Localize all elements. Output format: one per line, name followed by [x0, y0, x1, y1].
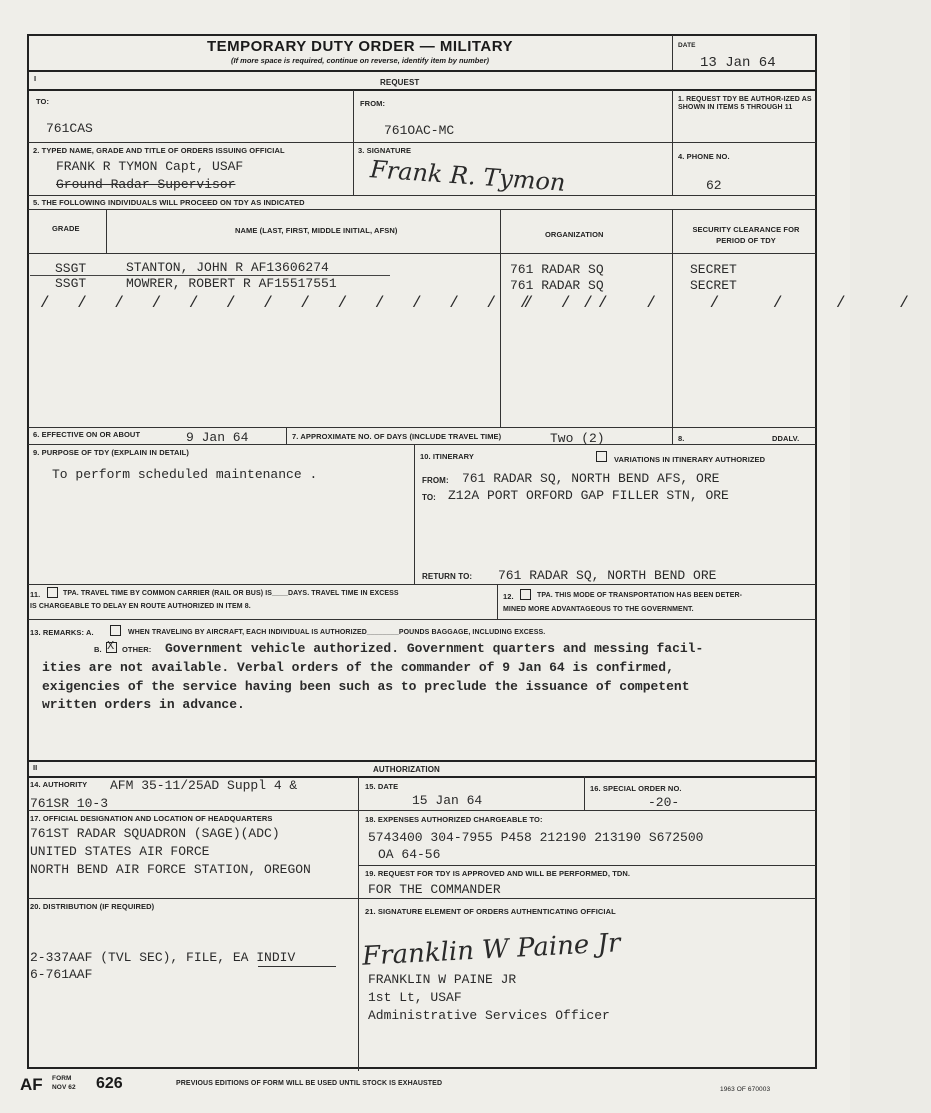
- item11-number: 11.: [30, 590, 41, 599]
- purpose-text: To perform scheduled maintenance .: [52, 467, 318, 482]
- organization-header: ORGANIZATION: [545, 230, 604, 239]
- person-organization: 761 RADAR SQ: [510, 278, 604, 293]
- section-number: II: [33, 763, 38, 772]
- item15-label: 15. DATE: [365, 782, 399, 791]
- item12-checkbox[interactable]: [520, 589, 531, 600]
- divider: [672, 209, 673, 427]
- authenticating-signature: Franklin W Paine Jr: [361, 928, 622, 972]
- divider: [28, 619, 816, 620]
- remarks-line: exigencies of the service having been such as to preclude the issuance of competent: [42, 679, 690, 694]
- special-order-no: -20-: [648, 795, 680, 810]
- footer-form-label: FORM: [52, 1075, 72, 1082]
- remarks-a-text: WHEN TRAVELING BY AIRCRAFT, EACH INDIVIDUAL IS AUTHORIZED________POUNDS BAGGAGE, INCLUDING EXCESS.: [128, 629, 546, 636]
- item3-label: 3. SIGNATURE: [358, 146, 412, 155]
- item12-text-cont: MINED MORE ADVANTAGEOUS TO THE GOVERNMENT.: [503, 606, 694, 613]
- date-divider: [672, 35, 673, 71]
- underline: [258, 966, 336, 967]
- return-to-label: RETURN TO:: [422, 572, 473, 581]
- effective-date: 9 Jan 64: [186, 430, 249, 445]
- official-line: FRANKLIN W PAINE JR: [368, 972, 517, 987]
- distribution-line: 6-761AAF: [30, 967, 93, 982]
- official-line: 1st Lt, USAF: [368, 990, 462, 1005]
- form-title: TEMPORARY DUTY ORDER — MILITARY: [206, 38, 514, 55]
- item6-label: 6. EFFECTIVE ON OR ABOUT: [33, 430, 141, 439]
- remarks-b-check: X: [107, 639, 115, 653]
- clearance-header: SECURITY CLEARANCE FOR PERIOD OF TDY: [692, 225, 800, 245]
- requester-signature: Frank R. Tymon: [369, 155, 567, 197]
- divider: [584, 776, 585, 810]
- item11-checkbox[interactable]: [47, 587, 58, 598]
- phone-number: 62: [706, 178, 722, 193]
- person-clearance: SECRET: [690, 278, 737, 293]
- item10-label: 10. ITINERARY: [420, 452, 474, 461]
- date-value: 13 Jan 64: [700, 55, 776, 71]
- expense-line: OA 64-56: [378, 847, 441, 862]
- distribution-line: 2-337AAF (TVL SEC), FILE, EA INDIV: [30, 950, 296, 965]
- from-label: FROM:: [360, 99, 386, 108]
- issuing-official-name: FRANK R TYMON Capt, USAF: [56, 159, 244, 174]
- item20-label: 20. DISTRIBUTION (IF REQUIRED): [30, 902, 155, 911]
- person-name: STANTON, JOHN R AF13606274: [126, 260, 329, 275]
- remarks-line: written orders in advance.: [42, 697, 245, 712]
- item7-label: 7. APPROXIMATE NO. OF DAYS (INCLUDE TRAVEL TIME): [292, 432, 502, 441]
- item19-label: 19. REQUEST FOR TDY IS APPROVED AND WILL BE PERFORMED, TDN.: [365, 869, 631, 878]
- from-value: 761OAC-MC: [384, 123, 455, 138]
- footer-form-number: 626: [96, 1075, 123, 1092]
- divider: [28, 810, 816, 811]
- item16-label: 16. SPECIAL ORDER NO.: [590, 784, 682, 793]
- remarks-b-label: B.: [94, 645, 102, 654]
- other-label: OTHER:: [122, 645, 152, 654]
- divider: [672, 427, 673, 444]
- divider: [28, 584, 816, 585]
- form-subtitle: (If more space is required, continue on reverse, identify item by number): [231, 56, 489, 65]
- footer-form-date: NOV 62: [52, 1084, 76, 1091]
- slash-fill: / / / / / / /: [520, 294, 931, 312]
- name-header: NAME (LAST, FIRST, MIDDLE INITIAL, AFSN): [235, 226, 398, 235]
- item4-label: 4. PHONE NO.: [678, 152, 730, 161]
- authorization-date: 15 Jan 64: [412, 793, 483, 808]
- remarks-a-checkbox[interactable]: [110, 625, 121, 636]
- divider: [414, 444, 415, 584]
- itinerary-from: 761 RADAR SQ, NORTH BEND AFS, ORE: [462, 471, 720, 486]
- section-number: I: [34, 74, 37, 83]
- divider: [353, 142, 816, 143]
- item12-text: TPA. THIS MODE OF TRANSPORTATION HAS BEEN DETER-: [537, 592, 743, 599]
- item2-label: 2. TYPED NAME, GRADE AND TITLE OF ORDERS ISSUING OFFICIAL: [33, 146, 285, 155]
- divider: [497, 584, 498, 619]
- item13-label: 13. REMARKS: A.: [30, 628, 94, 637]
- authority-line: 761SR 10-3: [30, 796, 109, 811]
- person-clearance: SECRET: [690, 262, 737, 277]
- days-value: Two (2): [550, 431, 605, 446]
- to-value: 761CAS: [46, 121, 93, 136]
- official-line: Administrative Services Officer: [368, 1008, 610, 1023]
- divider: [106, 209, 107, 253]
- divider: [28, 195, 816, 196]
- variations-checkbox[interactable]: [596, 451, 607, 462]
- footer-notice: PREVIOUS EDITIONS OF FORM WILL BE USED UNTIL STOCK IS EXHAUSTED: [176, 1080, 443, 1087]
- divider: [500, 209, 501, 427]
- footer-print-code: 1963 OF 670003: [720, 1086, 771, 1093]
- divider: [358, 865, 816, 866]
- divider: [28, 898, 816, 899]
- item8-label: 8.: [678, 434, 685, 443]
- itinerary-to-label: TO:: [422, 493, 436, 502]
- divider: [286, 427, 287, 444]
- hq-line: UNITED STATES AIR FORCE: [30, 844, 210, 859]
- person-name: MOWRER, ROBERT R AF15517551: [126, 276, 337, 291]
- person-grade: SSGT: [55, 261, 87, 276]
- issuing-official-title: Ground Radar Supervisor: [56, 177, 236, 192]
- divider: [28, 209, 816, 210]
- remarks-line: Government vehicle authorized. Government quarters and messing facil-: [165, 641, 704, 656]
- to-label: TO:: [36, 97, 50, 106]
- divider: [28, 89, 816, 91]
- item8-value: DDALV.: [772, 434, 800, 443]
- divider: [358, 776, 359, 1071]
- item12-number: 12.: [503, 592, 514, 601]
- divider: [28, 70, 816, 72]
- expense-line: 5743400 304-7955 P458 212190 213190 S672500: [368, 830, 704, 845]
- itinerary-from-label: FROM:: [422, 476, 449, 485]
- date-label: DATE: [678, 42, 696, 49]
- variations-label: VARIATIONS IN ITINERARY AUTHORIZED: [614, 455, 766, 464]
- person-organization: 761 RADAR SQ: [510, 262, 604, 277]
- item1-label: 1. REQUEST TDY BE AUTHOR-IZED AS SHOWN IN ITEMS 5 THROUGH 11: [678, 96, 812, 111]
- person-grade: SSGT: [55, 276, 87, 291]
- hq-line: 761ST RADAR SQUADRON (SAGE)(ADC): [30, 826, 280, 841]
- grade-header: GRADE: [52, 224, 80, 233]
- item11-text: TPA. TRAVEL TIME BY COMMON CARRIER (RAIL OR BUS) IS____DAYS. TRAVEL TIME IN EXCESS: [63, 590, 399, 597]
- footer-af: AF: [20, 1075, 43, 1094]
- item9-label: 9. PURPOSE OF TDY (EXPLAIN IN DETAIL): [33, 448, 189, 457]
- itinerary-to: Z12A PORT ORFORD GAP FILLER STN, ORE: [448, 488, 729, 503]
- slash-fill: / / / / / / / / / / / / / / / /: [40, 294, 617, 312]
- divider: [28, 444, 816, 445]
- divider: [28, 253, 816, 254]
- approval-line: FOR THE COMMANDER: [368, 882, 501, 897]
- divider: [28, 760, 816, 762]
- item11-text-cont: IS CHARGEABLE TO DELAY EN ROUTE AUTHORIZED IN ITEM 8.: [30, 603, 251, 610]
- item21-label: 21. SIGNATURE ELEMENT OF ORDERS AUTHENTICATING OFFICIAL: [365, 907, 616, 916]
- return-to: 761 RADAR SQ, NORTH BEND ORE: [498, 568, 717, 583]
- divider: [28, 427, 816, 428]
- divider: [28, 142, 353, 143]
- section-heading: REQUEST: [380, 78, 420, 87]
- item18-label: 18. EXPENSES AUTHORIZED CHARGEABLE TO:: [365, 815, 543, 824]
- section-heading: AUTHORIZATION: [373, 765, 440, 774]
- item17-label: 17. OFFICIAL DESIGNATION AND LOCATION OF HEADQUARTERS: [30, 814, 273, 823]
- authority-line: AFM 35-11/25AD Suppl 4 &: [110, 778, 298, 793]
- hq-line: NORTH BEND AIR FORCE STATION, OREGON: [30, 862, 311, 877]
- remarks-line: ities are not available. Verbal orders of the commander of 9 Jan 64 is confirmed,: [42, 660, 674, 675]
- item14-label: 14. AUTHORITY: [30, 780, 88, 789]
- item5-label: 5. THE FOLLOWING INDIVIDUALS WILL PROCEED ON TDY AS INDICATED: [33, 198, 305, 207]
